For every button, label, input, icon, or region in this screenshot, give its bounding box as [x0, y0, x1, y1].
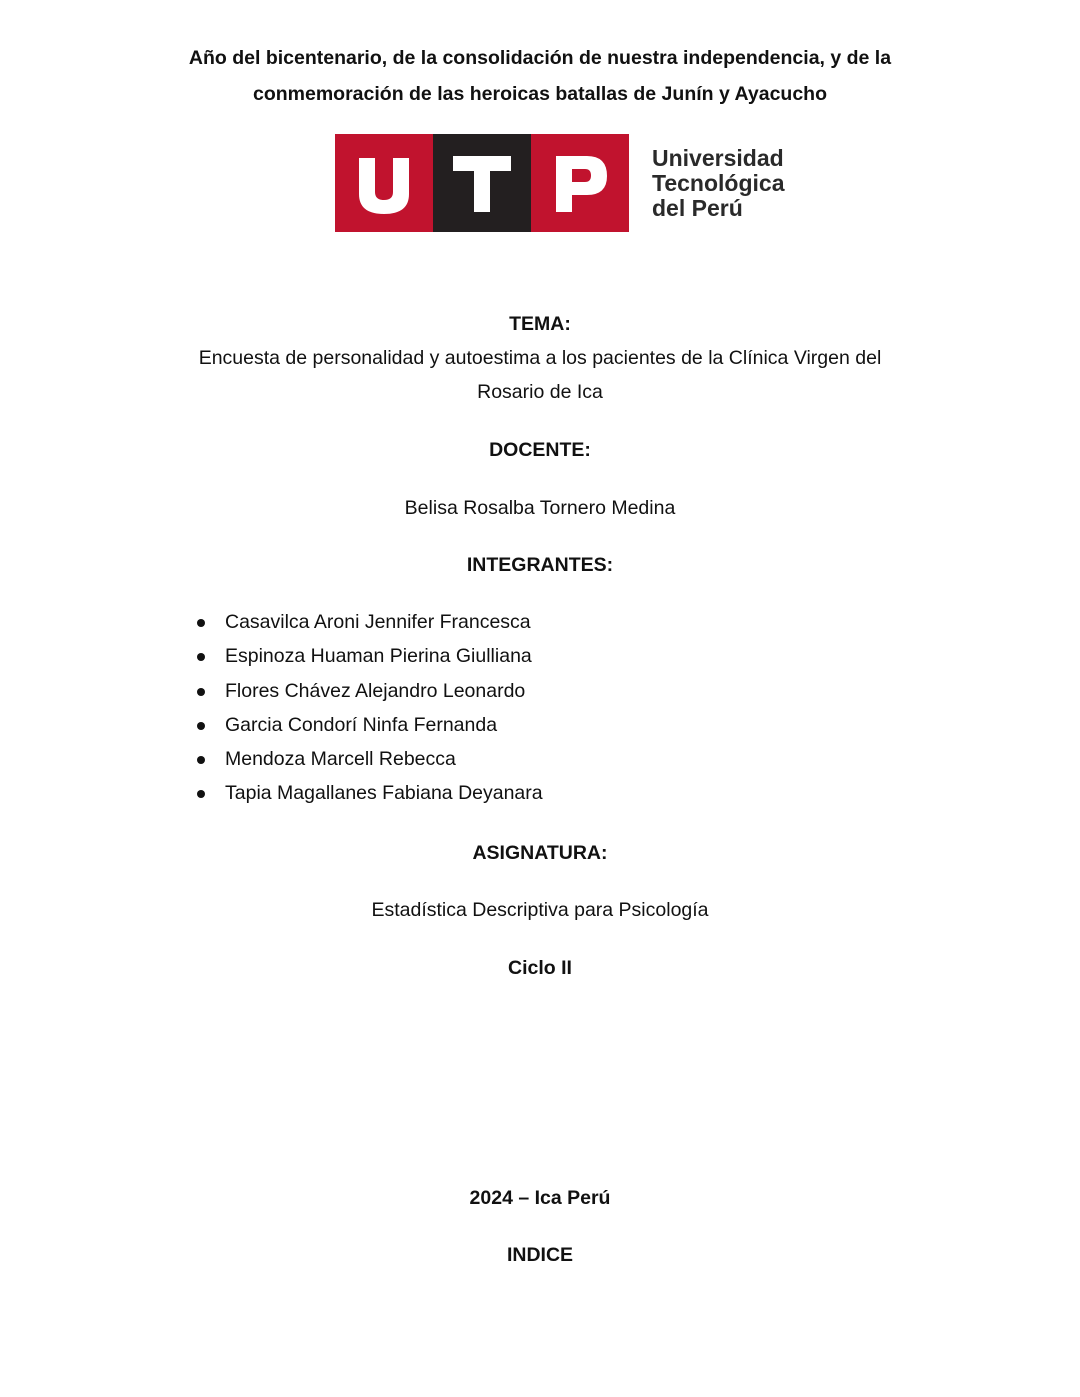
docente-label: DOCENTE: — [489, 439, 591, 461]
list-item — [190, 781, 543, 815]
member-name: Mendoza Marcell Rebecca — [225, 748, 456, 771]
member-name: Flores Chávez Alejandro Leonardo — [225, 679, 526, 702]
ciclo-label: Ciclo II — [508, 957, 572, 979]
indice-heading: INDICE — [506, 1244, 574, 1266]
logo-university-name — [652, 146, 812, 221]
utp-logo — [335, 134, 795, 232]
logo-letter-p — [531, 134, 629, 232]
tema-line-2: Rosario de Ica — [477, 381, 603, 403]
members-list — [190, 610, 543, 816]
member-name: Casavilca Aroni Jennifer Francesca — [225, 611, 531, 633]
list-item — [190, 644, 543, 678]
member-name: Tapia Magallanes Fabiana Deyanara — [225, 782, 543, 805]
member-name: Espinoza Huaman Pierina Giulliana — [225, 645, 532, 668]
logo-block-t — [433, 134, 531, 232]
bullet-icon — [197, 688, 205, 696]
logo-letter-t — [433, 134, 531, 232]
list-item — [190, 747, 543, 781]
tema-label: TEMA: — [509, 313, 571, 335]
docente-name: Belisa Rosalba Tornero Medina — [404, 497, 676, 519]
logo-letter-u — [335, 134, 433, 232]
asignatura-name: Estadística Descriptiva para Psicología — [371, 899, 709, 921]
bullet-icon — [197, 653, 205, 661]
bullet-icon — [197, 619, 205, 627]
asignatura-label: ASIGNATURA: — [472, 842, 608, 864]
logo-name-line-2: Tecnológica — [652, 170, 785, 196]
bullet-icon — [197, 756, 205, 764]
member-name: Garcia Condorí Ninfa Fernanda — [225, 713, 498, 736]
integrantes-label: INTEGRANTES: — [466, 554, 614, 576]
year-place: 2024 – Ica Perú — [469, 1187, 611, 1209]
logo-block-p — [531, 134, 629, 232]
list-item — [190, 610, 543, 644]
list-item — [190, 679, 543, 713]
bullet-icon — [197, 790, 205, 798]
tema-line-1: Encuesta de personalidad y autoestima a los pacientes de la Clínica Virgen del — [198, 347, 882, 369]
bullet-icon — [197, 722, 205, 730]
logo-name-line-3: del Perú — [652, 195, 743, 221]
list-item — [190, 713, 543, 747]
header-line-2: conmemoración de las heroicas batallas de Junín y Ayacucho — [252, 83, 827, 105]
header-line-1: Año del bicentenario, de la consolidación de nuestra independencia, y de la — [188, 47, 892, 69]
logo-name-line-1: Universidad — [652, 145, 784, 171]
logo-block-u — [335, 134, 433, 232]
